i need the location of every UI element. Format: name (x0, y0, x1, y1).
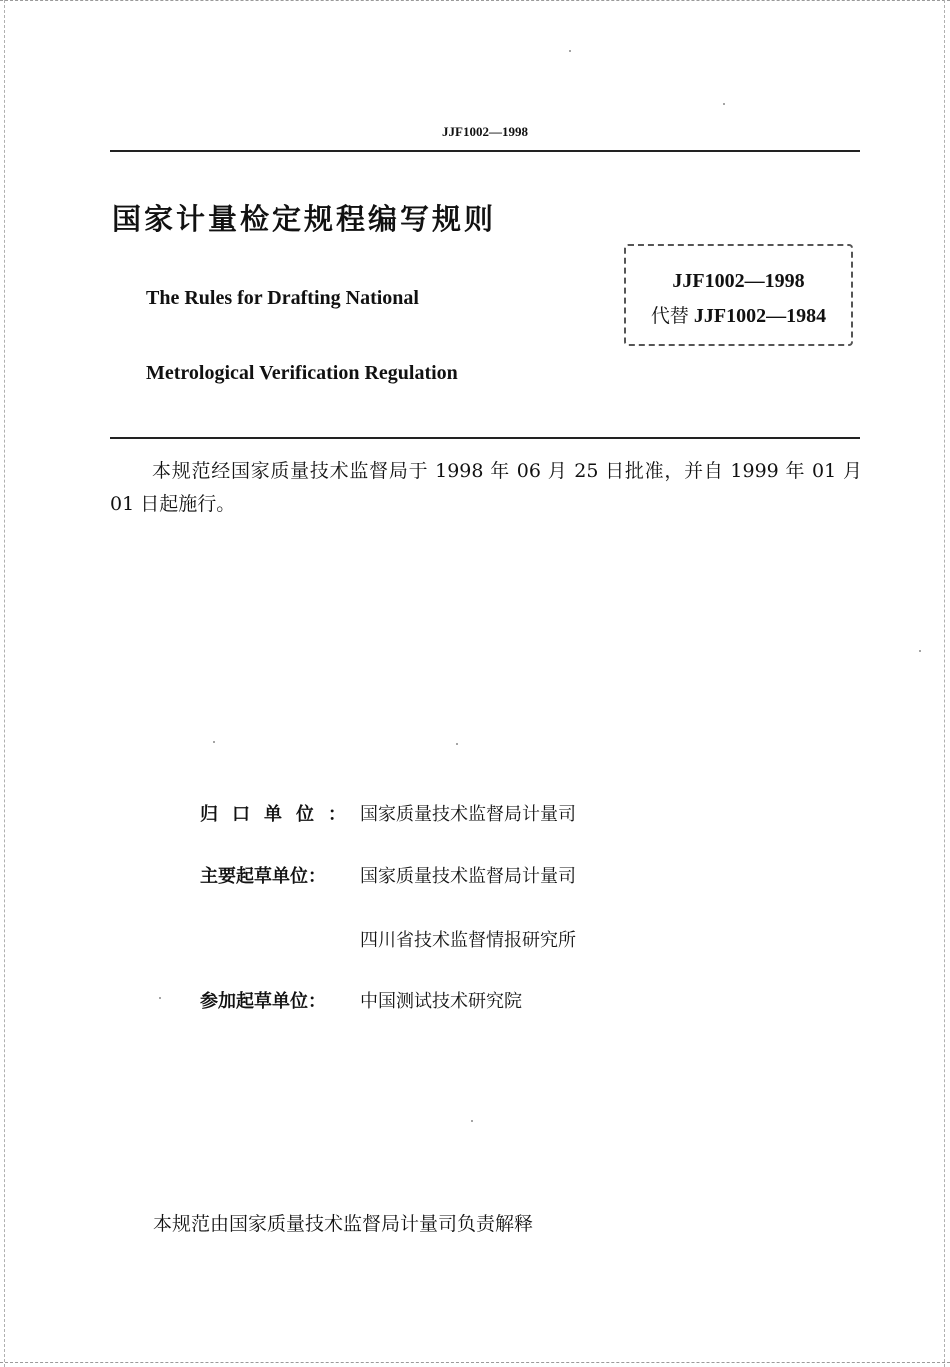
scan-speck (471, 1120, 473, 1122)
unit-row-main-drafter (200, 862, 576, 888)
unit-row-centralized (200, 800, 576, 826)
scan-speck (159, 997, 161, 999)
unit-label: 参加起草单位： (200, 991, 326, 1012)
unit-value: 国家质量技术监督局计量司 (360, 866, 576, 887)
page-border-bottom (0, 1362, 950, 1363)
replaces-prefix: 代替 (650, 305, 689, 327)
scan-speck (213, 741, 215, 743)
standard-code: JJF1002—1998 (672, 270, 805, 292)
unit-row-participant (200, 987, 522, 1013)
header-rule (110, 150, 860, 152)
unit-label: 主要起草单位： (200, 866, 326, 887)
header-standard-code: JJF1002—1998 (442, 124, 528, 139)
unit-row-main-drafter-2 (200, 926, 576, 952)
replaces-line (626, 301, 851, 328)
scan-speck (919, 650, 921, 652)
unit-value: 中国测试技术研究院 (360, 991, 522, 1012)
standard-code-box (624, 244, 853, 346)
page-border-left (4, 0, 5, 1367)
page-border-top (0, 0, 950, 1)
replaces-code: JJF1002—1984 (693, 305, 827, 327)
scan-speck (569, 50, 571, 52)
section-rule (110, 437, 860, 439)
unit-label: 归口单位： (200, 804, 360, 825)
title-chinese: 国家计量检定规程编写规则 (112, 202, 497, 236)
approval-statement: 本规范经国家质量技术监督局于 1998 年 06 月 25 日批准，并自 1999 年 01 月 01 日起施行。 (110, 460, 862, 515)
interpretation-note: 本规范由国家质量技术监督局计量司负责解释 (153, 1213, 534, 1235)
page-border-right (944, 0, 945, 1367)
unit-value: 国家质量技术监督局计量司 (360, 804, 576, 825)
scan-speck (723, 103, 725, 105)
title-english-line2: Metrological Verification Regulation (146, 362, 458, 384)
title-english-line1: The Rules for Drafting National (146, 287, 419, 309)
scan-speck (456, 743, 458, 745)
unit-value: 四川省技术监督情报研究所 (360, 930, 576, 951)
